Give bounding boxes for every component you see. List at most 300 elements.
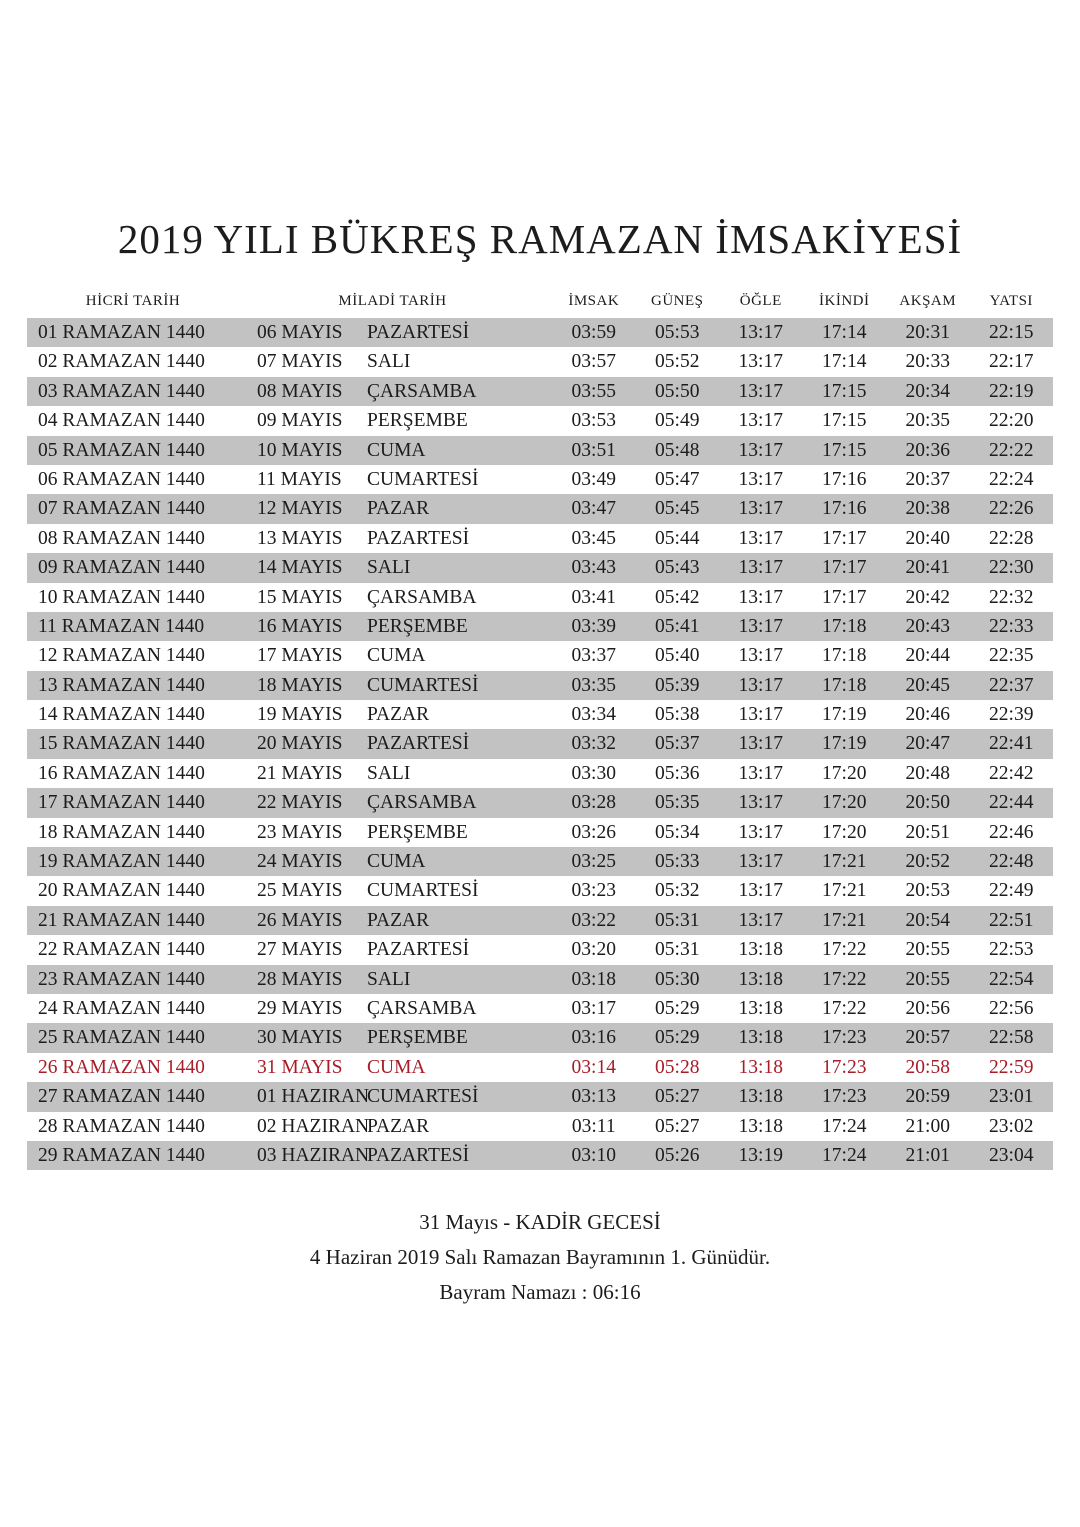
miladi-date-cell: 22 MAYIS (257, 792, 343, 814)
time-cell-yatsi: 22:30 (989, 557, 1034, 579)
time-cell-aksam: 20:35 (905, 410, 950, 432)
time-cell-aksam: 20:45 (905, 674, 950, 696)
weekday-cell: PAZARTESİ (367, 322, 470, 343)
hicri-date-cell: 29 RAMAZAN 1440 (38, 1144, 205, 1166)
table-row (27, 583, 1053, 612)
time-cell-yatsi: 22:41 (989, 733, 1034, 755)
time-cell-gunes: 05:39 (655, 674, 700, 696)
weekday-cell: CUMARTESİ (367, 468, 479, 490)
time-cell-gunes: 05:27 (655, 1086, 700, 1108)
weekday-cell: SALI (367, 351, 411, 373)
miladi-date-cell: 03 HAZIRAN (257, 1144, 370, 1166)
time-cell-yatsi: 22:44 (989, 792, 1034, 814)
hicri-date-cell: 09 RAMAZAN 1440 (38, 557, 205, 579)
hicri-date-cell: 08 RAMAZAN 1440 (38, 527, 205, 549)
time-cell-imsak: 03:57 (571, 351, 616, 373)
time-cell-yatsi: 22:39 (989, 704, 1034, 726)
weekday-cell: CUMA (367, 439, 426, 461)
miladi-date-cell: 17 MAYIS (257, 645, 343, 667)
hicri-date-cell: 11 RAMAZAN 1440 (38, 615, 205, 637)
time-cell-ikindi: 17:14 (822, 351, 867, 373)
bayram-namazi-note: Bayram Namazı : 06:16 (439, 1280, 641, 1304)
time-cell-gunes: 05:31 (655, 939, 700, 961)
time-cell-aksam: 20:55 (905, 939, 950, 961)
time-cell-ogle: 13:17 (738, 322, 783, 343)
time-cell-gunes: 05:49 (655, 410, 700, 432)
time-cell-imsak: 03:39 (571, 615, 616, 637)
time-cell-aksam: 21:01 (905, 1144, 950, 1166)
time-cell-ogle: 13:17 (738, 792, 783, 814)
time-cell-yatsi: 22:22 (989, 439, 1034, 461)
table-row (27, 406, 1053, 435)
time-cell-aksam: 20:41 (905, 557, 950, 579)
column-header-yatsi: YATSI (989, 293, 1033, 309)
time-cell-ogle: 13:17 (738, 821, 783, 843)
time-cell-yatsi: 22:32 (989, 586, 1034, 608)
time-cell-imsak: 03:32 (571, 733, 616, 755)
time-cell-ogle: 13:17 (738, 351, 783, 373)
time-cell-ogle: 13:17 (738, 468, 783, 490)
time-cell-ogle: 13:17 (738, 380, 783, 402)
weekday-cell: PAZARTESİ (367, 1144, 470, 1166)
time-cell-imsak: 03:13 (571, 1086, 616, 1108)
hicri-date-cell: 19 RAMAZAN 1440 (38, 851, 205, 873)
table-row (27, 965, 1053, 994)
weekday-cell: ÇARSAMBA (367, 997, 477, 1019)
time-cell-ogle: 13:17 (738, 851, 783, 873)
time-cell-yatsi: 22:48 (989, 851, 1034, 873)
hicri-date-cell: 17 RAMAZAN 1440 (38, 792, 205, 814)
time-cell-yatsi: 22:17 (989, 351, 1034, 373)
hicri-date-cell: 15 RAMAZAN 1440 (38, 733, 205, 755)
time-cell-aksam: 20:40 (905, 527, 950, 549)
time-cell-ikindi: 17:23 (822, 1056, 867, 1078)
time-cell-aksam: 20:57 (905, 1027, 950, 1049)
time-cell-gunes: 05:40 (655, 645, 700, 667)
time-cell-imsak: 03:23 (571, 880, 616, 902)
table-row (27, 788, 1053, 817)
miladi-date-cell: 26 MAYIS (257, 909, 343, 931)
time-cell-yatsi: 22:58 (989, 1027, 1034, 1049)
time-cell-aksam: 21:00 (905, 1115, 950, 1137)
time-cell-ikindi: 17:18 (822, 674, 867, 696)
time-cell-imsak: 03:14 (571, 1056, 616, 1078)
time-cell-imsak: 03:22 (571, 909, 616, 931)
miladi-date-cell: 15 MAYIS (257, 586, 343, 608)
time-cell-aksam: 20:53 (905, 880, 950, 902)
hicri-date-cell: 28 RAMAZAN 1440 (38, 1115, 205, 1137)
hicri-date-cell: 07 RAMAZAN 1440 (38, 498, 205, 520)
time-cell-ikindi: 17:14 (822, 322, 867, 343)
time-cell-ikindi: 17:21 (822, 851, 867, 873)
time-cell-aksam: 20:37 (905, 468, 950, 490)
time-cell-ikindi: 17:22 (822, 939, 867, 961)
time-cell-yatsi: 22:20 (989, 410, 1034, 432)
table-row (27, 876, 1053, 905)
time-cell-ogle: 13:17 (738, 498, 783, 520)
hicri-date-cell: 26 RAMAZAN 1440 (38, 1056, 205, 1078)
miladi-date-cell: 12 MAYIS (257, 498, 343, 520)
time-cell-gunes: 05:38 (655, 704, 700, 726)
time-cell-ogle: 13:18 (738, 1115, 783, 1137)
time-cell-yatsi: 22:53 (989, 939, 1034, 961)
time-cell-gunes: 05:41 (655, 615, 700, 637)
time-cell-ikindi: 17:18 (822, 615, 867, 637)
time-cell-yatsi: 22:42 (989, 762, 1034, 784)
column-header-gunes: GÜNEŞ (650, 293, 704, 309)
time-cell-imsak: 03:18 (571, 968, 616, 990)
time-cell-imsak: 03:41 (571, 586, 616, 608)
time-cell-aksam: 20:38 (905, 498, 950, 520)
time-cell-gunes: 05:29 (655, 997, 700, 1019)
weekday-cell: PAZAR (367, 704, 430, 726)
time-cell-aksam: 20:56 (905, 997, 950, 1019)
time-cell-gunes: 05:30 (655, 968, 700, 990)
weekday-cell: CUMARTESİ (367, 880, 479, 902)
hicri-date-cell: 10 RAMAZAN 1440 (38, 586, 205, 608)
time-cell-aksam: 20:31 (905, 322, 950, 343)
time-cell-gunes: 05:44 (655, 527, 700, 549)
miladi-date-cell: 10 MAYIS (257, 439, 343, 461)
table-row (27, 818, 1053, 847)
time-cell-ikindi: 17:15 (822, 380, 867, 402)
time-cell-ikindi: 17:22 (822, 997, 867, 1019)
time-cell-ikindi: 17:23 (822, 1086, 867, 1108)
time-cell-ikindi: 17:22 (822, 968, 867, 990)
miladi-date-cell: 25 MAYIS (257, 880, 343, 902)
miladi-date-cell: 07 MAYIS (257, 351, 343, 373)
weekday-cell: PERŞEMBE (367, 1027, 468, 1049)
hicri-date-cell: 21 RAMAZAN 1440 (38, 909, 205, 931)
time-cell-imsak: 03:30 (571, 762, 616, 784)
table-row (27, 1112, 1053, 1141)
time-cell-ogle: 13:17 (738, 880, 783, 902)
time-cell-yatsi: 22:15 (989, 322, 1034, 343)
time-cell-imsak: 03:26 (571, 821, 616, 843)
time-cell-ikindi: 17:24 (822, 1115, 867, 1137)
table-row (27, 524, 1053, 553)
weekday-cell: ÇARSAMBA (367, 792, 477, 814)
time-cell-imsak: 03:20 (571, 939, 616, 961)
time-cell-ikindi: 17:19 (822, 733, 867, 755)
hicri-date-cell: 27 RAMAZAN 1440 (38, 1086, 205, 1108)
column-header-ogle: ÖĞLE (739, 293, 782, 309)
time-cell-imsak: 03:55 (571, 380, 616, 402)
time-cell-gunes: 05:33 (655, 851, 700, 873)
column-header-hicri: HİCRİ TARİH (85, 293, 181, 309)
hicri-date-cell: 14 RAMAZAN 1440 (38, 704, 205, 726)
time-cell-gunes: 05:52 (655, 351, 700, 373)
time-cell-yatsi: 23:02 (989, 1115, 1034, 1137)
bayram-day-note: 4 Haziran 2019 Salı Ramazan Bayramının 1. Günüdür. (309, 1245, 771, 1269)
time-cell-ikindi: 17:21 (822, 909, 867, 931)
weekday-cell: CUMARTESİ (367, 1086, 479, 1108)
hicri-date-cell: 01 RAMAZAN 1440 (38, 322, 205, 343)
time-cell-ogle: 13:17 (738, 527, 783, 549)
time-cell-ogle: 13:17 (738, 410, 783, 432)
time-cell-imsak: 03:10 (571, 1144, 616, 1166)
weekday-cell: SALI (367, 968, 411, 990)
time-cell-ogle: 13:17 (738, 615, 783, 637)
miladi-date-cell: 21 MAYIS (257, 762, 343, 784)
table-header-row (27, 284, 1053, 310)
column-header-miladi: MİLADİ TARİH (338, 293, 447, 309)
time-cell-imsak: 03:16 (571, 1027, 616, 1049)
weekday-cell: CUMA (367, 1056, 426, 1078)
time-cell-gunes: 05:36 (655, 762, 700, 784)
table-row (27, 759, 1053, 788)
time-cell-yatsi: 22:19 (989, 380, 1034, 402)
time-cell-yatsi: 22:56 (989, 997, 1034, 1019)
weekday-cell: SALI (367, 762, 411, 784)
time-cell-ikindi: 17:16 (822, 468, 867, 490)
time-cell-gunes: 05:26 (655, 1144, 700, 1166)
weekday-cell: PAZARTESİ (367, 733, 470, 755)
time-cell-imsak: 03:53 (571, 410, 616, 432)
time-cell-ogle: 13:17 (738, 439, 783, 461)
hicri-date-cell: 22 RAMAZAN 1440 (38, 939, 205, 961)
table-row (27, 1141, 1053, 1170)
table-row (27, 1053, 1053, 1082)
time-cell-ogle: 13:17 (738, 586, 783, 608)
miladi-date-cell: 24 MAYIS (257, 851, 343, 873)
time-cell-aksam: 20:33 (905, 351, 950, 373)
time-cell-gunes: 05:29 (655, 1027, 700, 1049)
time-cell-imsak: 03:28 (571, 792, 616, 814)
time-cell-aksam: 20:59 (905, 1086, 950, 1108)
time-cell-ogle: 13:17 (738, 645, 783, 667)
prayer-times-table (27, 318, 1053, 1170)
time-cell-gunes: 05:31 (655, 909, 700, 931)
time-cell-yatsi: 22:37 (989, 674, 1034, 696)
weekday-cell: SALI (367, 557, 411, 579)
time-cell-aksam: 20:52 (905, 851, 950, 873)
time-cell-gunes: 05:34 (655, 821, 700, 843)
weekday-cell: PERŞEMBE (367, 615, 468, 637)
time-cell-gunes: 05:27 (655, 1115, 700, 1137)
weekday-cell: PAZAR (367, 1115, 430, 1137)
hicri-date-cell: 12 RAMAZAN 1440 (38, 645, 205, 667)
time-cell-imsak: 03:51 (571, 439, 616, 461)
weekday-cell: CUMA (367, 645, 426, 667)
time-cell-ikindi: 17:20 (822, 792, 867, 814)
time-cell-aksam: 20:48 (905, 762, 950, 784)
page-title: 2019 YILI BÜKREŞ RAMAZAN İMSAKİYESİ (117, 216, 963, 262)
weekday-cell: CUMA (367, 851, 426, 873)
table-row (27, 641, 1053, 670)
time-cell-ikindi: 17:15 (822, 439, 867, 461)
time-cell-gunes: 05:45 (655, 498, 700, 520)
weekday-cell: ÇARSAMBA (367, 586, 477, 608)
table-row (27, 347, 1053, 376)
time-cell-ogle: 13:17 (738, 909, 783, 931)
time-cell-imsak: 03:45 (571, 527, 616, 549)
table-row (27, 436, 1053, 465)
miladi-date-cell: 01 HAZIRAN (257, 1086, 370, 1108)
time-cell-gunes: 05:28 (655, 1056, 700, 1078)
time-cell-aksam: 20:47 (905, 733, 950, 755)
table-row (27, 906, 1053, 935)
column-header-ikindi: İKİNDİ (819, 293, 870, 309)
time-cell-aksam: 20:54 (905, 909, 950, 931)
time-cell-ikindi: 17:15 (822, 410, 867, 432)
time-cell-imsak: 03:11 (571, 1115, 616, 1137)
time-cell-aksam: 20:50 (905, 792, 950, 814)
time-cell-ikindi: 17:18 (822, 645, 867, 667)
time-cell-ogle: 13:18 (738, 939, 783, 961)
weekday-cell: ÇARSAMBA (367, 380, 477, 402)
time-cell-ogle: 13:18 (738, 997, 783, 1019)
time-cell-ogle: 13:18 (738, 1056, 783, 1078)
hicri-date-cell: 06 RAMAZAN 1440 (38, 468, 205, 490)
time-cell-imsak: 03:37 (571, 645, 616, 667)
weekday-cell: PAZARTESİ (367, 527, 470, 549)
time-cell-ogle: 13:17 (738, 762, 783, 784)
time-cell-ikindi: 17:20 (822, 762, 867, 784)
time-cell-imsak: 03:35 (571, 674, 616, 696)
miladi-date-cell: 27 MAYIS (257, 939, 343, 961)
hicri-date-cell: 16 RAMAZAN 1440 (38, 762, 205, 784)
miladi-date-cell: 08 MAYIS (257, 380, 343, 402)
time-cell-aksam: 20:36 (905, 439, 950, 461)
miladi-date-cell: 02 HAZIRAN (257, 1115, 370, 1137)
time-cell-ikindi: 17:17 (822, 557, 867, 579)
kadir-gecesi-note: 31 Mayıs - KADİR GECESİ (419, 1210, 661, 1234)
miladi-date-cell: 18 MAYIS (257, 674, 343, 696)
hicri-date-cell: 13 RAMAZAN 1440 (38, 674, 205, 696)
table-row (27, 318, 1053, 347)
time-cell-gunes: 05:53 (655, 322, 700, 343)
time-cell-ogle: 13:17 (738, 674, 783, 696)
time-cell-gunes: 05:37 (655, 733, 700, 755)
hicri-date-cell: 18 RAMAZAN 1440 (38, 821, 205, 843)
time-cell-ogle: 13:17 (738, 557, 783, 579)
time-cell-yatsi: 22:51 (989, 909, 1034, 931)
column-header-imsak: İMSAK (568, 293, 620, 309)
time-cell-yatsi: 23:04 (989, 1144, 1034, 1166)
time-cell-yatsi: 22:28 (989, 527, 1034, 549)
time-cell-aksam: 20:34 (905, 380, 950, 402)
time-cell-ogle: 13:18 (738, 1086, 783, 1108)
miladi-date-cell: 20 MAYIS (257, 733, 343, 755)
time-cell-ikindi: 17:17 (822, 586, 867, 608)
time-cell-imsak: 03:17 (571, 997, 616, 1019)
time-cell-yatsi: 22:24 (989, 468, 1034, 490)
weekday-cell: PAZAR (367, 498, 430, 520)
hicri-date-cell: 02 RAMAZAN 1440 (38, 351, 205, 373)
miladi-date-cell: 14 MAYIS (257, 557, 343, 579)
time-cell-yatsi: 22:35 (989, 645, 1034, 667)
time-cell-aksam: 20:44 (905, 645, 950, 667)
time-cell-imsak: 03:49 (571, 468, 616, 490)
hicri-date-cell: 23 RAMAZAN 1440 (38, 968, 205, 990)
time-cell-imsak: 03:59 (571, 322, 616, 343)
table-row (27, 1082, 1053, 1111)
time-cell-ogle: 13:17 (738, 704, 783, 726)
time-cell-ogle: 13:17 (738, 733, 783, 755)
time-cell-yatsi: 22:54 (989, 968, 1034, 990)
miladi-date-cell: 28 MAYIS (257, 968, 343, 990)
time-cell-imsak: 03:25 (571, 851, 616, 873)
table-row (27, 465, 1053, 494)
hicri-date-cell: 20 RAMAZAN 1440 (38, 880, 205, 902)
time-cell-gunes: 05:50 (655, 380, 700, 402)
hicri-date-cell: 24 RAMAZAN 1440 (38, 997, 205, 1019)
time-cell-ikindi: 17:19 (822, 704, 867, 726)
table-row (27, 994, 1053, 1023)
miladi-date-cell: 29 MAYIS (257, 997, 343, 1019)
time-cell-gunes: 05:47 (655, 468, 700, 490)
time-cell-aksam: 20:51 (905, 821, 950, 843)
table-row (27, 671, 1053, 700)
time-cell-yatsi: 22:59 (989, 1056, 1034, 1078)
weekday-cell: PERŞEMBE (367, 410, 468, 432)
table-row (27, 553, 1053, 582)
table-row (27, 377, 1053, 406)
table-row (27, 700, 1053, 729)
time-cell-yatsi: 22:49 (989, 880, 1034, 902)
time-cell-imsak: 03:43 (571, 557, 616, 579)
time-cell-ikindi: 17:17 (822, 527, 867, 549)
miladi-date-cell: 31 MAYIS (257, 1056, 343, 1078)
time-cell-ikindi: 17:23 (822, 1027, 867, 1049)
hicri-date-cell: 05 RAMAZAN 1440 (38, 439, 205, 461)
time-cell-yatsi: 22:26 (989, 498, 1034, 520)
time-cell-ikindi: 17:16 (822, 498, 867, 520)
time-cell-ogle: 13:18 (738, 1027, 783, 1049)
time-cell-aksam: 20:55 (905, 968, 950, 990)
weekday-cell: PAZARTESİ (367, 939, 470, 961)
miladi-date-cell: 13 MAYIS (257, 527, 343, 549)
time-cell-gunes: 05:35 (655, 792, 700, 814)
time-cell-imsak: 03:47 (571, 498, 616, 520)
time-cell-ikindi: 17:24 (822, 1144, 867, 1166)
hicri-date-cell: 25 RAMAZAN 1440 (38, 1027, 205, 1049)
miladi-date-cell: 09 MAYIS (257, 410, 343, 432)
time-cell-ikindi: 17:20 (822, 821, 867, 843)
time-cell-aksam: 20:58 (905, 1056, 950, 1078)
time-cell-imsak: 03:34 (571, 704, 616, 726)
miladi-date-cell: 19 MAYIS (257, 704, 343, 726)
miladi-date-cell: 16 MAYIS (257, 615, 343, 637)
miladi-date-cell: 23 MAYIS (257, 821, 343, 843)
time-cell-yatsi: 23:01 (989, 1086, 1034, 1108)
time-cell-gunes: 05:42 (655, 586, 700, 608)
miladi-date-cell: 11 MAYIS (257, 468, 342, 490)
hicri-date-cell: 04 RAMAZAN 1440 (38, 410, 205, 432)
table-row (27, 935, 1053, 964)
time-cell-gunes: 05:32 (655, 880, 700, 902)
miladi-date-cell: 30 MAYIS (257, 1027, 343, 1049)
footer-notes (0, 1205, 1080, 1310)
time-cell-ogle: 13:19 (738, 1144, 783, 1166)
column-header-aksam: AKŞAM (899, 293, 957, 309)
time-cell-ikindi: 17:21 (822, 880, 867, 902)
weekday-cell: CUMARTESİ (367, 674, 479, 696)
table-row (27, 612, 1053, 641)
hicri-date-cell: 03 RAMAZAN 1440 (38, 380, 205, 402)
time-cell-yatsi: 22:46 (989, 821, 1034, 843)
time-cell-aksam: 20:46 (905, 704, 950, 726)
time-cell-aksam: 20:42 (905, 586, 950, 608)
time-cell-gunes: 05:48 (655, 439, 700, 461)
miladi-date-cell: 06 MAYIS (257, 322, 343, 343)
table-row (27, 729, 1053, 758)
table-row (27, 1023, 1053, 1052)
weekday-cell: PAZAR (367, 909, 430, 931)
time-cell-yatsi: 22:33 (989, 615, 1034, 637)
time-cell-aksam: 20:43 (905, 615, 950, 637)
